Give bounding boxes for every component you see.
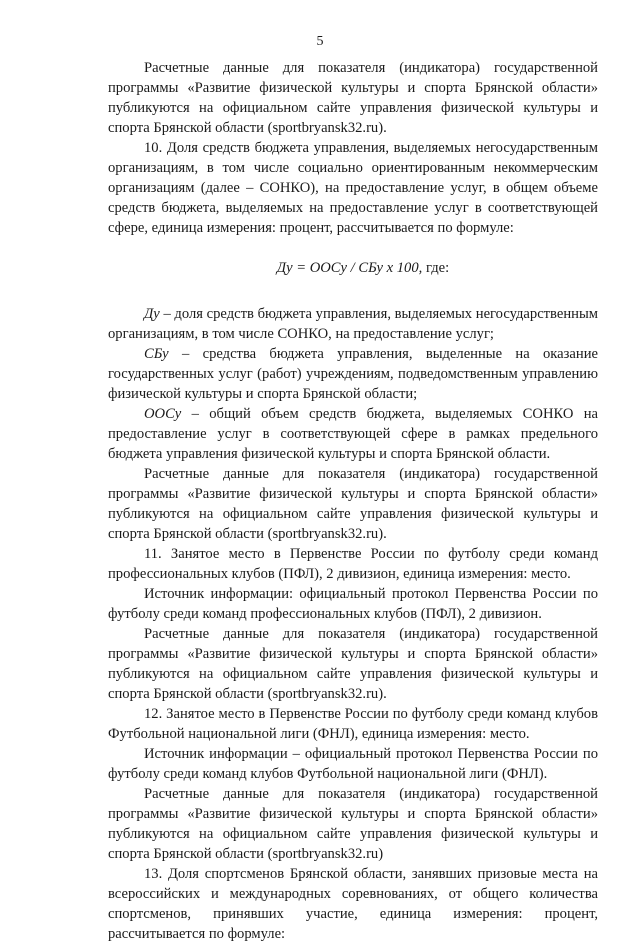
formula-expression: Ду = ООСу / СБу х 100, — [276, 260, 423, 276]
paragraph-publication-note-1: Расчетные данные для показателя (индикатора) государственной программы «Развитие физической культуры и спорта Брянской области» публикуются на официальном сайте управления физической культуры и спорта Брянской области (sportbryansk32.ru). — [108, 60, 598, 136]
paragraph-source-12: Источник информации – официальный протокол Первенства России по футболу среди команд клубов Футбольной национальной лиги (ФНЛ). — [108, 746, 598, 782]
paragraph-publication-note-3: Расчетные данные для показателя (индикатора) государственной программы «Развитие физической культуры и спорта Брянской области» публикуются на официальном сайте управления физической культуры и спорта Брянской области (sportbryansk32.ru). — [108, 626, 598, 702]
definition-oosu — [108, 404, 598, 464]
formula-indicator-10 — [108, 258, 598, 278]
formula-where: где: — [422, 260, 450, 276]
page-number: 5 — [316, 34, 324, 49]
paragraph-indicator-11: 11. Занятое место в Первенстве России по футболу среди команд профессиональных клубов (ПФЛ), 2 дивизион, единица измерения: место. — [108, 546, 598, 582]
paragraph-indicator-13: 13. Доля спортсменов Брянской области, занявших призовые места на всероссийских и международных соревнованиях, от общего количества спортсменов, принявших участие, единица измерения: процент, рассчитывается по формуле: — [108, 866, 598, 942]
variable-oosu: ООСу — [144, 406, 182, 422]
paragraph-publication-note-4: Расчетные данные для показателя (индикатора) государственной программы «Развитие физической культуры и спорта Брянской области» публикуются на официальном сайте управления физической культуры и спорта Брянской области (sportbryansk32.ru) — [108, 786, 598, 862]
definition-oosu-text: – общий объем средств бюджета, выделяемых СОНКО на предоставление услуг в соответствующей сфере в рамках предельного бюджета управления физической культуры и спорта Брянской области. — [108, 406, 598, 462]
paragraph-indicator-10: 10. Доля средств бюджета управления, выделяемых негосударственным организациям, в том числе социально ориентированным некоммерческим организациям (далее – СОНКО), на предоставление услуг, в общем объеме средств бюджета, выделяемых на предоставление услуг в соответствующей сфере, единица измерения: процент, рассчитывается по формуле: — [108, 140, 598, 236]
definition-du — [108, 304, 598, 344]
paragraph-indicator-12: 12. Занятое место в Первенстве России по футболу среди команд клубов Футбольной национальной лиги (ФНЛ), единица измерения: место. — [108, 706, 598, 742]
document-body — [108, 58, 598, 944]
definition-du-text: – доля средств бюджета управления, выделяемых негосударственным организациям, в том числе СОНКО, на предоставление услуг; — [108, 306, 598, 342]
definition-sbu — [108, 344, 598, 404]
paragraph-source-11: Источник информации: официальный протокол Первенства России по футболу среди команд профессиональных клубов (ПФЛ), 2 дивизион. — [108, 586, 598, 622]
definition-sbu-text: – средства бюджета управления, выделенные на оказание государственных услуг (работ) учреждениям, подведомственным управлению физической культуры и спорта Брянской области; — [108, 346, 598, 402]
paragraph-publication-note-2: Расчетные данные для показателя (индикатора) государственной программы «Развитие физической культуры и спорта Брянской области» публикуются на официальном сайте управления физической культуры и спорта Брянской области (sportbryansk32.ru). — [108, 466, 598, 542]
variable-sbu: СБу — [144, 346, 169, 362]
variable-du: Ду — [144, 306, 160, 322]
